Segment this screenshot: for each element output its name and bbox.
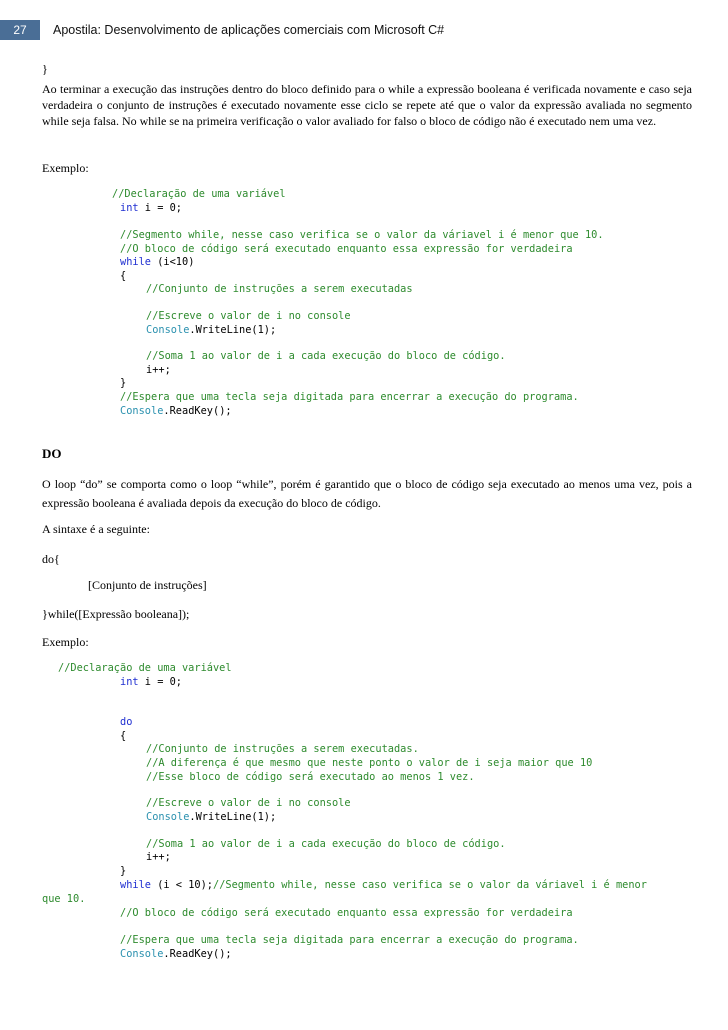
example-label: Exemplo:: [42, 161, 89, 175]
example-label: Exemplo:: [42, 635, 89, 649]
code-text: (i < 10);: [151, 879, 213, 891]
code-comment: //Segmento while, nesse caso verifica se o valor da váriavel i é menor que 10.: [120, 229, 604, 241]
code-line: [120, 405, 232, 418]
code-comment: //O bloco de código será executado enquanto essa expressão for verdadeira: [120, 243, 573, 255]
code-type: Console: [146, 324, 190, 336]
code-comment: //Soma 1 ao valor de i a cada execução do bloco de código.: [146, 838, 506, 850]
code-comment: //Conjunto de instruções a serem executadas.: [146, 743, 419, 755]
code-text: .WriteLine(1);: [189, 811, 277, 823]
code-comment: //Declaração de uma variável: [112, 188, 286, 200]
page-number: 27: [0, 20, 40, 40]
code-comment: //Espera que uma tecla seja digitada para encerrar a execução do programa.: [120, 934, 579, 946]
code-line: [120, 202, 182, 215]
code-close-brace: }: [120, 377, 127, 389]
code-comment: //Soma 1 ao valor de i a cada execução do bloco de código.: [146, 350, 506, 362]
code-line: [120, 948, 232, 961]
code-line: [146, 811, 276, 824]
code-comment: //Segmento while, nesse caso verifica se o valor da váriavel i é menor: [213, 879, 647, 891]
code-comment: //Esse bloco de código será executado ao menos 1 vez.: [146, 771, 475, 783]
code-keyword: do: [120, 716, 133, 728]
code-text: .WriteLine(1);: [189, 324, 277, 336]
section-heading-do: DO: [42, 446, 62, 461]
code-keyword: int: [120, 676, 139, 688]
code-text: i = 0;: [138, 202, 183, 214]
code-text: .ReadKey();: [163, 405, 232, 417]
code-keyword: int: [120, 202, 139, 214]
while-paragraph: Ao terminar a execução das instruções dentro do bloco definido para o while a expressão booleana é verificada novamente e caso seja verdadeira o conjunto de instruções é executado novamente esse ciclo se repete até que o valor da expressão avaliada no segmento while seja falsa. No while se na primeira verificação o valor avaliado for falso o bloco de código não é executado nem uma vez.: [42, 82, 692, 128]
code-keyword: while: [120, 256, 151, 268]
code-line: [120, 256, 194, 269]
syntax-do: do{: [42, 552, 60, 566]
code-comment: //Conjunto de instruções a serem executadas: [146, 283, 413, 295]
page-header: [0, 20, 728, 40]
code-open-brace: {: [120, 270, 127, 282]
code-text: .ReadKey();: [163, 948, 232, 960]
syntax-label: A sintaxe é a seguinte:: [42, 522, 150, 536]
code-line: i++;: [146, 851, 171, 863]
code-comment: //Escreve o valor de i no console: [146, 310, 351, 322]
code-close-brace: }: [120, 865, 127, 877]
code-comment: //A diferença é que mesmo que neste ponto o valor de i seja maior que 10: [146, 757, 593, 769]
syntax-instructions: [Conjunto de instruções]: [88, 578, 207, 592]
code-keyword: while: [120, 879, 151, 891]
code-comment: //Declaração de uma variável: [58, 662, 232, 674]
code-type: Console: [120, 948, 164, 960]
document-title: Apostila: Desenvolvimento de aplicações comerciais com Microsoft C#: [53, 23, 445, 37]
code-line: [146, 324, 276, 337]
code-line: [120, 879, 647, 892]
code-text: i = 0;: [138, 676, 183, 688]
do-paragraph: O loop “do” se comporta como o loop “while”, porém é garantido que o bloco de código seja executado ao menos uma vez, pois a expressão booleana é avaliada depois da execução do bloco de código.: [42, 477, 692, 510]
code-type: Console: [146, 811, 190, 823]
code-type: Console: [120, 405, 164, 417]
code-comment: //O bloco de código será executado enquanto essa expressão for verdadeira: [120, 907, 573, 919]
syntax-end: }while([Expressão booleana]);: [42, 607, 190, 621]
code-comment: //Escreve o valor de i no console: [146, 797, 351, 809]
code-line: [120, 676, 182, 689]
code-open-brace: {: [120, 730, 127, 742]
code-text: (i<10): [151, 256, 195, 268]
code-comment: //Espera que uma tecla seja digitada para encerrar a execução do programa.: [120, 391, 579, 403]
code-comment: que 10.: [42, 893, 86, 905]
code-line: i++;: [146, 364, 171, 376]
closing-brace: }: [42, 62, 48, 76]
